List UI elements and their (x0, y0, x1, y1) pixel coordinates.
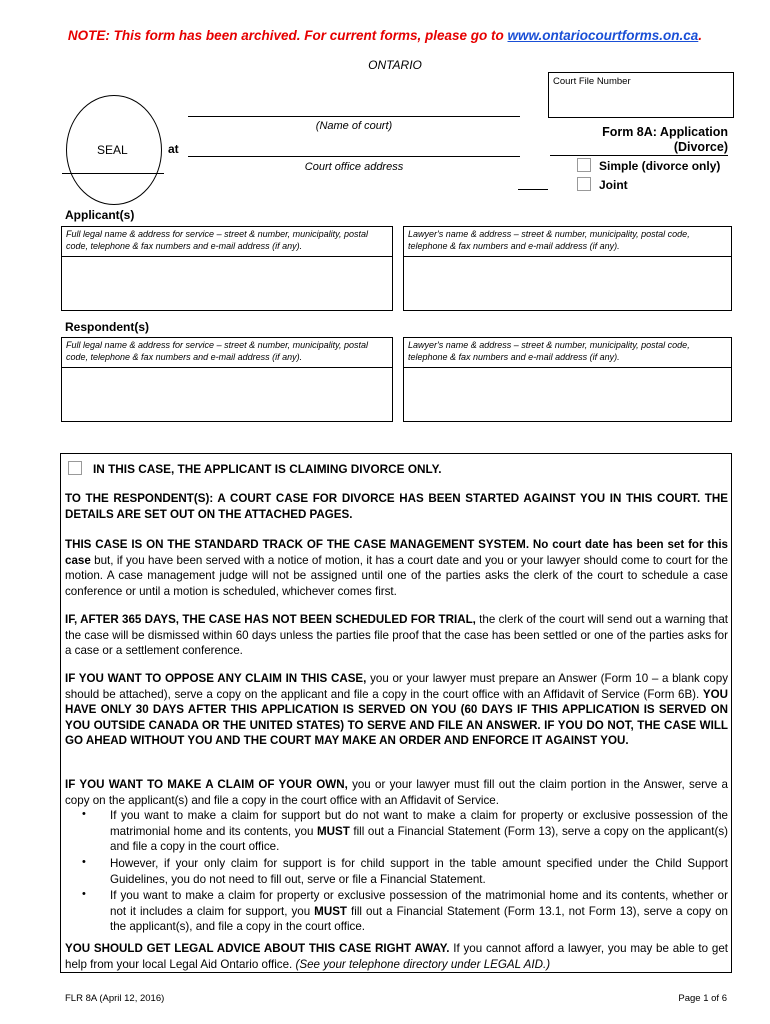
court-name-label: (Name of court) (315, 120, 393, 132)
respondent-lawyer-hint: Lawyer's name & address – street & number, municipality, postal code, telephone & fax numbers and e-mail address (if any). (408, 340, 690, 362)
court-address-label: Court office address (304, 161, 404, 173)
oppose-paragraph (65, 671, 728, 749)
divorce-only-checkbox[interactable] (68, 461, 82, 475)
form-title (560, 125, 728, 155)
at-label: at (168, 142, 179, 156)
respondent-info-field[interactable] (61, 367, 393, 422)
standard-track-text: but, if you have been served with a notice of motion, it has a court date and you or your lawyer should come to court for the motion. A case management judge will not be assigned until one of the parties asks the clerk of the court to schedule a case conference or until a motion is scheduled, whichever comes first. (65, 553, 728, 598)
respondent-hint: Full legal name & address for service – street & number, municipality, postal code, telephone & fax numbers and e-mail address (if any). (66, 340, 368, 362)
form-title-underline (550, 155, 728, 156)
simple-divorce-label: Simple (divorce only) (599, 159, 721, 173)
applicants-heading: Applicant(s) (65, 208, 135, 222)
bullet-3-marker: • (82, 888, 86, 900)
applicant-hint: Full legal name & address for service – street & number, municipality, postal code, telephone & fax numbers and e-mail address (if any). (66, 229, 368, 251)
applicant-lawyer-hint-cell (403, 226, 732, 257)
applicant-info-field[interactable] (61, 256, 393, 311)
court-name-field[interactable] (188, 116, 520, 117)
short-blank-line (518, 189, 548, 190)
respondents-heading: Respondent(s) (65, 320, 149, 334)
applicant-lawyer-hint: Lawyer's name & address – street & number, municipality, postal code, telephone & fax numbers and e-mail address (if any). (408, 229, 690, 251)
bullet-3-text-b: fill out a Financial Statement (Form 13.1, not Form 13), serve a copy on the applicant(s), and file a copy in the court office. (110, 904, 728, 933)
applicant-hint-cell (61, 226, 393, 257)
bullet-3-must: MUST (314, 904, 348, 918)
trial-bold: IF, AFTER 365 DAYS, THE CASE HAS NOT BEEN SCHEDULED FOR TRIAL, (65, 613, 476, 626)
bullet-1-must: MUST (316, 824, 350, 838)
own-claim-paragraph (65, 777, 728, 808)
standard-track-bold: THIS CASE IS ON THE STANDARD TRACK OF THE CASE MANAGEMENT SYSTEM. No court date has been set for this case (65, 538, 728, 567)
form-title-line2: (Divorce) (673, 140, 728, 154)
court-address-field[interactable] (188, 156, 520, 157)
trial-paragraph (65, 612, 728, 659)
form-id: FLR 8A (April 12, 2016) (65, 993, 165, 1004)
oppose-text: you or your lawyer must prepare an Answer (Form 10 – a blank copy should be attached), serve a copy on the applicant and file a copy in the court office with an Affidavit of Service (Form 6B). (65, 672, 728, 701)
court-file-number-label: Court File Number (553, 76, 631, 87)
bullet-1-text-b: fill out a Financial Statement (Form 13), serve a copy on the applicant(s) and file a copy in the court office. (110, 824, 728, 853)
standard-track-paragraph (65, 537, 728, 599)
trial-text: the clerk of the court will send out a warning that the case will be dismissed within 60 days unless the parties file proof that the case has been settled or one of the parties asks for a case or a settlement conference. (65, 613, 728, 657)
bullet-3-text-a: If you want to make a claim for property or exclusive possession of the matrimonial home and its contents, whether or not it includes a claim for support, you (110, 889, 728, 918)
form-title-line1: Form 8A: Application (602, 125, 728, 139)
joint-checkbox[interactable] (577, 177, 591, 191)
applicant-lawyer-field[interactable] (403, 256, 732, 311)
own-claim-text: you or your lawyer must fill out the claim portion in the Answer, serve a copy on the applicant(s) and file a copy in the court office with an Affidavit of Service. (65, 778, 728, 807)
archived-notice-end: . (698, 28, 703, 43)
oppose-deadline-bold: YOU HAVE ONLY 30 DAYS AFTER THIS APPLICATION IS SERVED ON YOU (60 DAYS IF THIS APPLICATION IS SERVED ON YOU OUTSIDE CANADA OR THE UNITED STATES) TO SERVE AND FILE AN ANSWER. IF YOU DO NOT, THE CASE WILL GO AHEAD WITHOUT YOU AND THE COURT MAY MAKE AN ORDER AND ENFORCE IT AGAINST YOU. (65, 687, 728, 747)
archived-notice (0, 28, 770, 43)
respondent-lawyer-hint-cell (403, 337, 732, 368)
seal-label: SEAL (97, 143, 128, 157)
bullet-2-marker: • (82, 856, 86, 868)
province-label: ONTARIO (368, 58, 422, 72)
respondent-notice: TO THE RESPONDENT(S): A COURT CASE FOR DIVORCE HAS BEEN STARTED AGAINST YOU IN THIS COURT. THE DETAILS ARE SET OUT ON THE ATTACHED PAGES. (65, 492, 728, 521)
own-claim-bold: IF YOU WANT TO MAKE A CLAIM OF YOUR OWN, (65, 778, 348, 791)
court-forms-link[interactable]: www.ontariocourtforms.on.ca (507, 28, 699, 43)
legal-advice-bold: YOU SHOULD GET LEGAL ADVICE ABOUT THIS CASE RIGHT AWAY. (65, 942, 450, 955)
simple-divorce-checkbox[interactable] (577, 158, 591, 172)
bullet-2: However, if your only claim for support is for child support in the table amount specified under the Child Support Guidelines, you do not need to fill out, serve or file a Financial Statement. (110, 857, 728, 886)
respondent-hint-cell (61, 337, 393, 368)
legal-advice-italic: (See your telephone directory under LEGAL AID.) (295, 957, 551, 971)
legal-advice-text: If you cannot afford a lawyer, you may be able to get help from your local Legal Aid Ontario office. (65, 942, 729, 971)
page-number: Page 1 of 6 (678, 993, 727, 1004)
oppose-bold: IF YOU WANT TO OPPOSE ANY CLAIM IN THIS CASE, (65, 672, 367, 685)
joint-label: Joint (599, 178, 628, 192)
divorce-only-label: IN THIS CASE, THE APPLICANT IS CLAIMING DIVORCE ONLY. (93, 462, 442, 476)
respondent-lawyer-field[interactable] (403, 367, 732, 422)
bullet-1 (110, 808, 728, 855)
bullet-3 (110, 888, 728, 935)
legal-advice-paragraph (65, 941, 728, 972)
seal-underline (62, 173, 164, 174)
bullet-1-marker: • (82, 808, 86, 820)
archived-notice-text: NOTE: This form has been archived. For current forms, please go to (67, 28, 508, 43)
bullet-1-text-a: If you want to make a claim for support but do not want to make a claim for property or exclusive possession of the matrimonial home and its contents, you (110, 809, 728, 838)
